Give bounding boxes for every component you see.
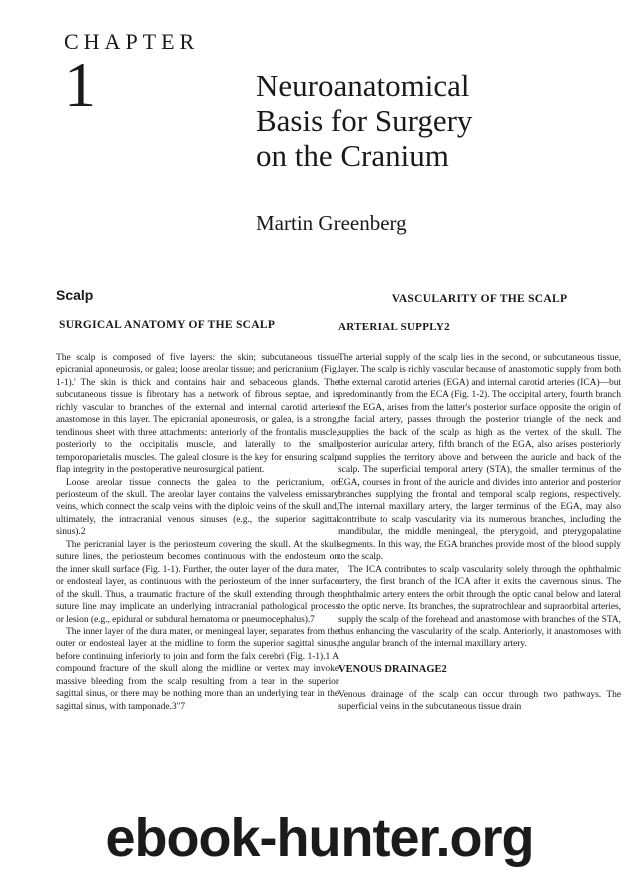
subheading-arterial-supply: ARTERIAL SUPPLY2 — [338, 321, 450, 333]
paragraph: The arterial supply of the scalp lies in the second, or subcutaneous tissue, layer. The scalp is richly vascular because of anastomotic supply from both the external carotid arteries (EGA) and internal carotid arteries (ICA)—but predominantly from the ECA (Fig. 1-2). The occipital artery, fourth branch of the EGA, arises from the latter's posterior surface opposite the origin of the facial artery, passes through the posterior triangle of the neck and supplies the back of the scalp as high as the vertex of the skull. The posterior auricular artery, fifth branch of the EGA, also arises posteriorly and supplies the territory above and between the auricle and back of the scalp. The superficial temporal artery (STA), the smaller terminus of the EGA, courses in front of the auricle and divides into anterior and posterior branches supplying the frontal and temporal scalp regions, respectively. The internal maxillary artery, the larger terminus of the EGA, may also contribute to scalp vascularity via its numerous branches, including the mandibular, the middle meningeal, the pterygoid, and pterygopalatine segments. In this way, the EGA branches provide most of the blood supply to the scalp. — [338, 353, 621, 563]
paragraph: Venous drainage of the scalp can occur through two pathways. The superficial veins in the subcutaneous tissue drain — [338, 689, 621, 713]
author-name: Martin Greenberg — [256, 211, 407, 235]
left-column — [56, 286, 339, 713]
part-heading: Scalp — [56, 287, 94, 303]
chapter-title-line: on the Cranium — [256, 138, 449, 173]
paragraph: The ICA contributes to scalp vascularity solely through the ophthalmic artery, the first branch of the ICA after it exits the cavernous sinus. The ophthalmic artery enters the orbit through the optic canal below and lateral to the optic nerve. Its branches, the supratrochlear and supraorbital arteries, supply the scalp of the forehead and anastomose with branches of the STA, thus enhancing the vascularity of the scalp. Anteriorly, it anastomoses with the angular branch of the internal maxillary artery. — [338, 564, 621, 650]
right-column — [338, 286, 621, 714]
section-heading-surgical-anatomy: SURGICAL ANATOMY OF THE SCALP — [59, 319, 276, 331]
paragraph: The inner layer of the dura mater, or meningeal layer, separates from the outer or endosteal layer at the midline to form the superior sagittal sinus, before continuing inferiorly to join and form the falx cerebri (Fig. 1-1).1 A compound fracture of the skull along the midline or vertex may invoke massive bleeding from the scalp resulting from a tear in the superior sagittal sinus, or there may be nothing more than an underlying tear in the sagittal sinus, with tamponade.3"7 — [56, 626, 339, 712]
subheading-venous-drainage: VENOUS DRAINAGE2 — [338, 663, 447, 675]
chapter-label: CHAPTER — [64, 29, 200, 54]
section-heading-vascularity: VASCULARITY OF THE SCALP — [391, 293, 568, 305]
chapter-title-line: Neuroanatomical — [256, 68, 470, 103]
chapter-title-line: Basis for Surgery — [256, 103, 473, 138]
watermark: ebook-hunter.org — [105, 808, 534, 868]
paragraph: The scalp is composed of five layers: the skin; subcutaneous tissue epicranial aponeurosis, or galea; loose areolar tissue; and pericranium (Fig. 1-1).' The skin is thick and contains hair and sebaceous glands. The subcutaneous tissue is fibrotary has a network of fibrous septae, and is richly vascular to branches of the external and internal carotid arteries anastomose in this layer. The epicranial aponeurosis, or galea, is a strong, tendinous sheet with three attachments: anteriorly of the frontalis muscle, posteriorly to the occipitalis muscle, and laterally to the small temporoparietalis muscles. The galeal closure is the key for ensuring scalp flap integrity in the postoperative neurosurgical patient. — [56, 353, 339, 476]
chapter-title — [256, 68, 596, 173]
chapter-number: 1 — [64, 49, 96, 120]
paragraph: Loose areolar tissue connects the galea to the pericranium, or periosteum of the skull. The areolar layer contains the valveless emissary veins, which connect the scalp veins with the diploic veins of the skull and, ultimately, the intracranial venous sinuses (e.g., the superior sagittal sinus).2 — [56, 477, 339, 538]
paragraph: The pericranial layer is the periosteum covering the skull. At the skull suture lines, the periosteum becomes continuous with the endosteum on the inner skull surface (Fig. 1-1). Further, the outer layer of the dura mater, or endosteal layer, as continuous with the periosteum of the inner surface of the skull. Thus, a traumatic fracture of the skull extending through the suture line may implicate an underlying intracranial pathological process or lesion (e.g., epidural or subdural hematoma or pneumocephalus).7 — [56, 539, 339, 625]
